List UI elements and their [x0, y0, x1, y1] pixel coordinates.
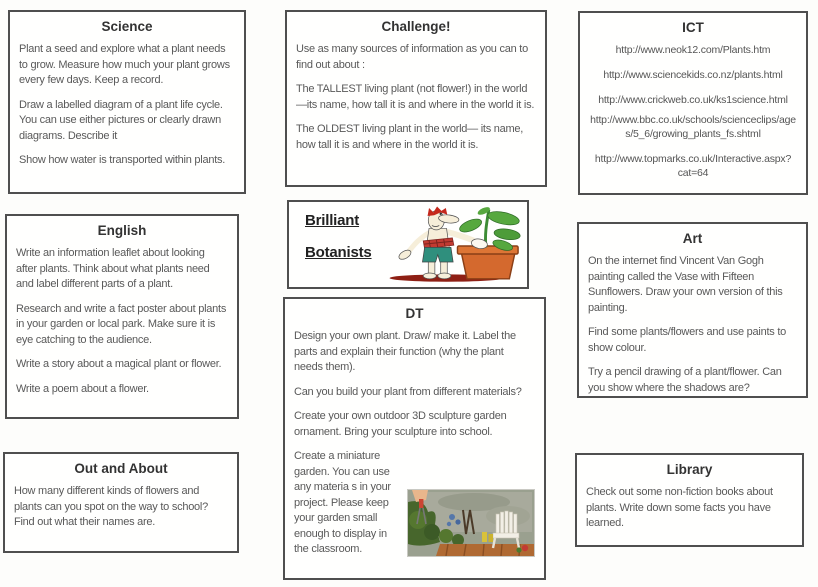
science-paragraph: Show how water is transported within plants.: [19, 154, 226, 166]
botanists-title-line2: Botanists: [305, 244, 372, 261]
ict-url: http://www.neok12.com/Plants.htm: [615, 44, 771, 56]
library-box: [575, 453, 804, 547]
challenge-box: [285, 10, 547, 187]
brilliant-botanists-box: [287, 200, 529, 289]
challenge-title: Challenge!: [381, 19, 451, 34]
science-title: Science: [101, 19, 153, 34]
ict-title: ICT: [682, 20, 704, 35]
ict-url: http://www.crickweb.co.uk/ks1science.html: [598, 94, 788, 106]
dt-box: [283, 297, 546, 580]
art-paragraph: Try a pencil drawing of a plant/flower. Can you show where the shadows are?: [588, 366, 782, 394]
english-title: English: [97, 223, 147, 238]
dt-paragraph: Create a miniature garden. You can use any materia s in your project. Please keep your garden small enough to display in the classroom.: [294, 450, 391, 555]
gardener-cartoon-icon: [375, 206, 521, 283]
ict-url: http://www.bbc.co.uk/schools/scienceclips/ages/5_6/growing_plants_fs.shtml: [590, 114, 796, 140]
dt-paragraph: Design your own plant. Draw/ make it. Label the parts and explain their function (why the plant needs them).: [294, 330, 516, 373]
art-box: [577, 222, 808, 398]
dt-paragraph: Can you build your plant from different materials?: [294, 385, 522, 398]
dt-paragraph: Create your own outdoor 3D sculpture garden ornament. Bring your sculpture into school.: [294, 410, 507, 438]
ict-url: http://www.sciencekids.co.nz/plants.html: [603, 69, 783, 81]
challenge-paragraph: Use as many sources of information as you can to find out about :: [296, 43, 528, 71]
art-paragraph: On the internet find Vincent Van Gogh painting called the Vase with Fifteen Sunflowers. Draw your own version of this painting.: [588, 255, 783, 314]
challenge-paragraph: The TALLEST living plant (not flower!) in the world—its name, how tall it is and where in the world it is.: [296, 83, 535, 111]
art-paragraph: Find some plants/flowers and use paints to show colour.: [588, 326, 787, 354]
library-paragraph: Check out some non-fiction books about plants. Write down some facts you have learned.: [586, 486, 773, 529]
out-and-about-paragraph: How many different kinds of flowers and plants can you spot on the way to school? Find out what their names are.: [14, 485, 208, 528]
english-paragraph: Research and write a fact poster about plants in your garden or local park. Make sure it is eye catching to the audience.: [16, 302, 227, 346]
science-paragraph: Draw a labelled diagram of a plant life cycle. You can use either pictures or clearly drawn diagrams. Describe it: [19, 98, 223, 142]
challenge-paragraph: The OLDEST living plant in the world— its name, how tall it is and where in the world it is.: [296, 123, 524, 151]
science-paragraph: Plant a seed and explore what a plant needs to grow. Measure how much your plant grows every few days. Keep a record.: [19, 43, 230, 86]
english-paragraph: Write a story about a magical plant or flower.: [16, 358, 222, 370]
cartoon-gardener-illustration: [397, 206, 521, 283]
science-box: [8, 10, 246, 194]
miniature-garden-photo: [407, 489, 535, 557]
english-paragraph: Write an information leaflet about looking after plants. Think about what plants need and label different parts of a plant.: [16, 247, 210, 290]
dt-title: DT: [405, 306, 424, 321]
miniature-garden-photo-icon: [408, 490, 534, 556]
out-and-about-title: Out and About: [74, 461, 168, 476]
ict-url: http://www.topmarks.co.uk/Interactive.aspx?cat=64: [594, 153, 792, 179]
english-paragraph: Write a poem about a flower.: [16, 382, 149, 395]
library-title: Library: [666, 462, 713, 477]
out-and-about-box: [3, 452, 239, 553]
art-title: Art: [682, 231, 703, 246]
botanists-title-line1: Brilliant: [305, 212, 360, 229]
ict-box: [578, 11, 808, 195]
english-box: [5, 214, 239, 419]
